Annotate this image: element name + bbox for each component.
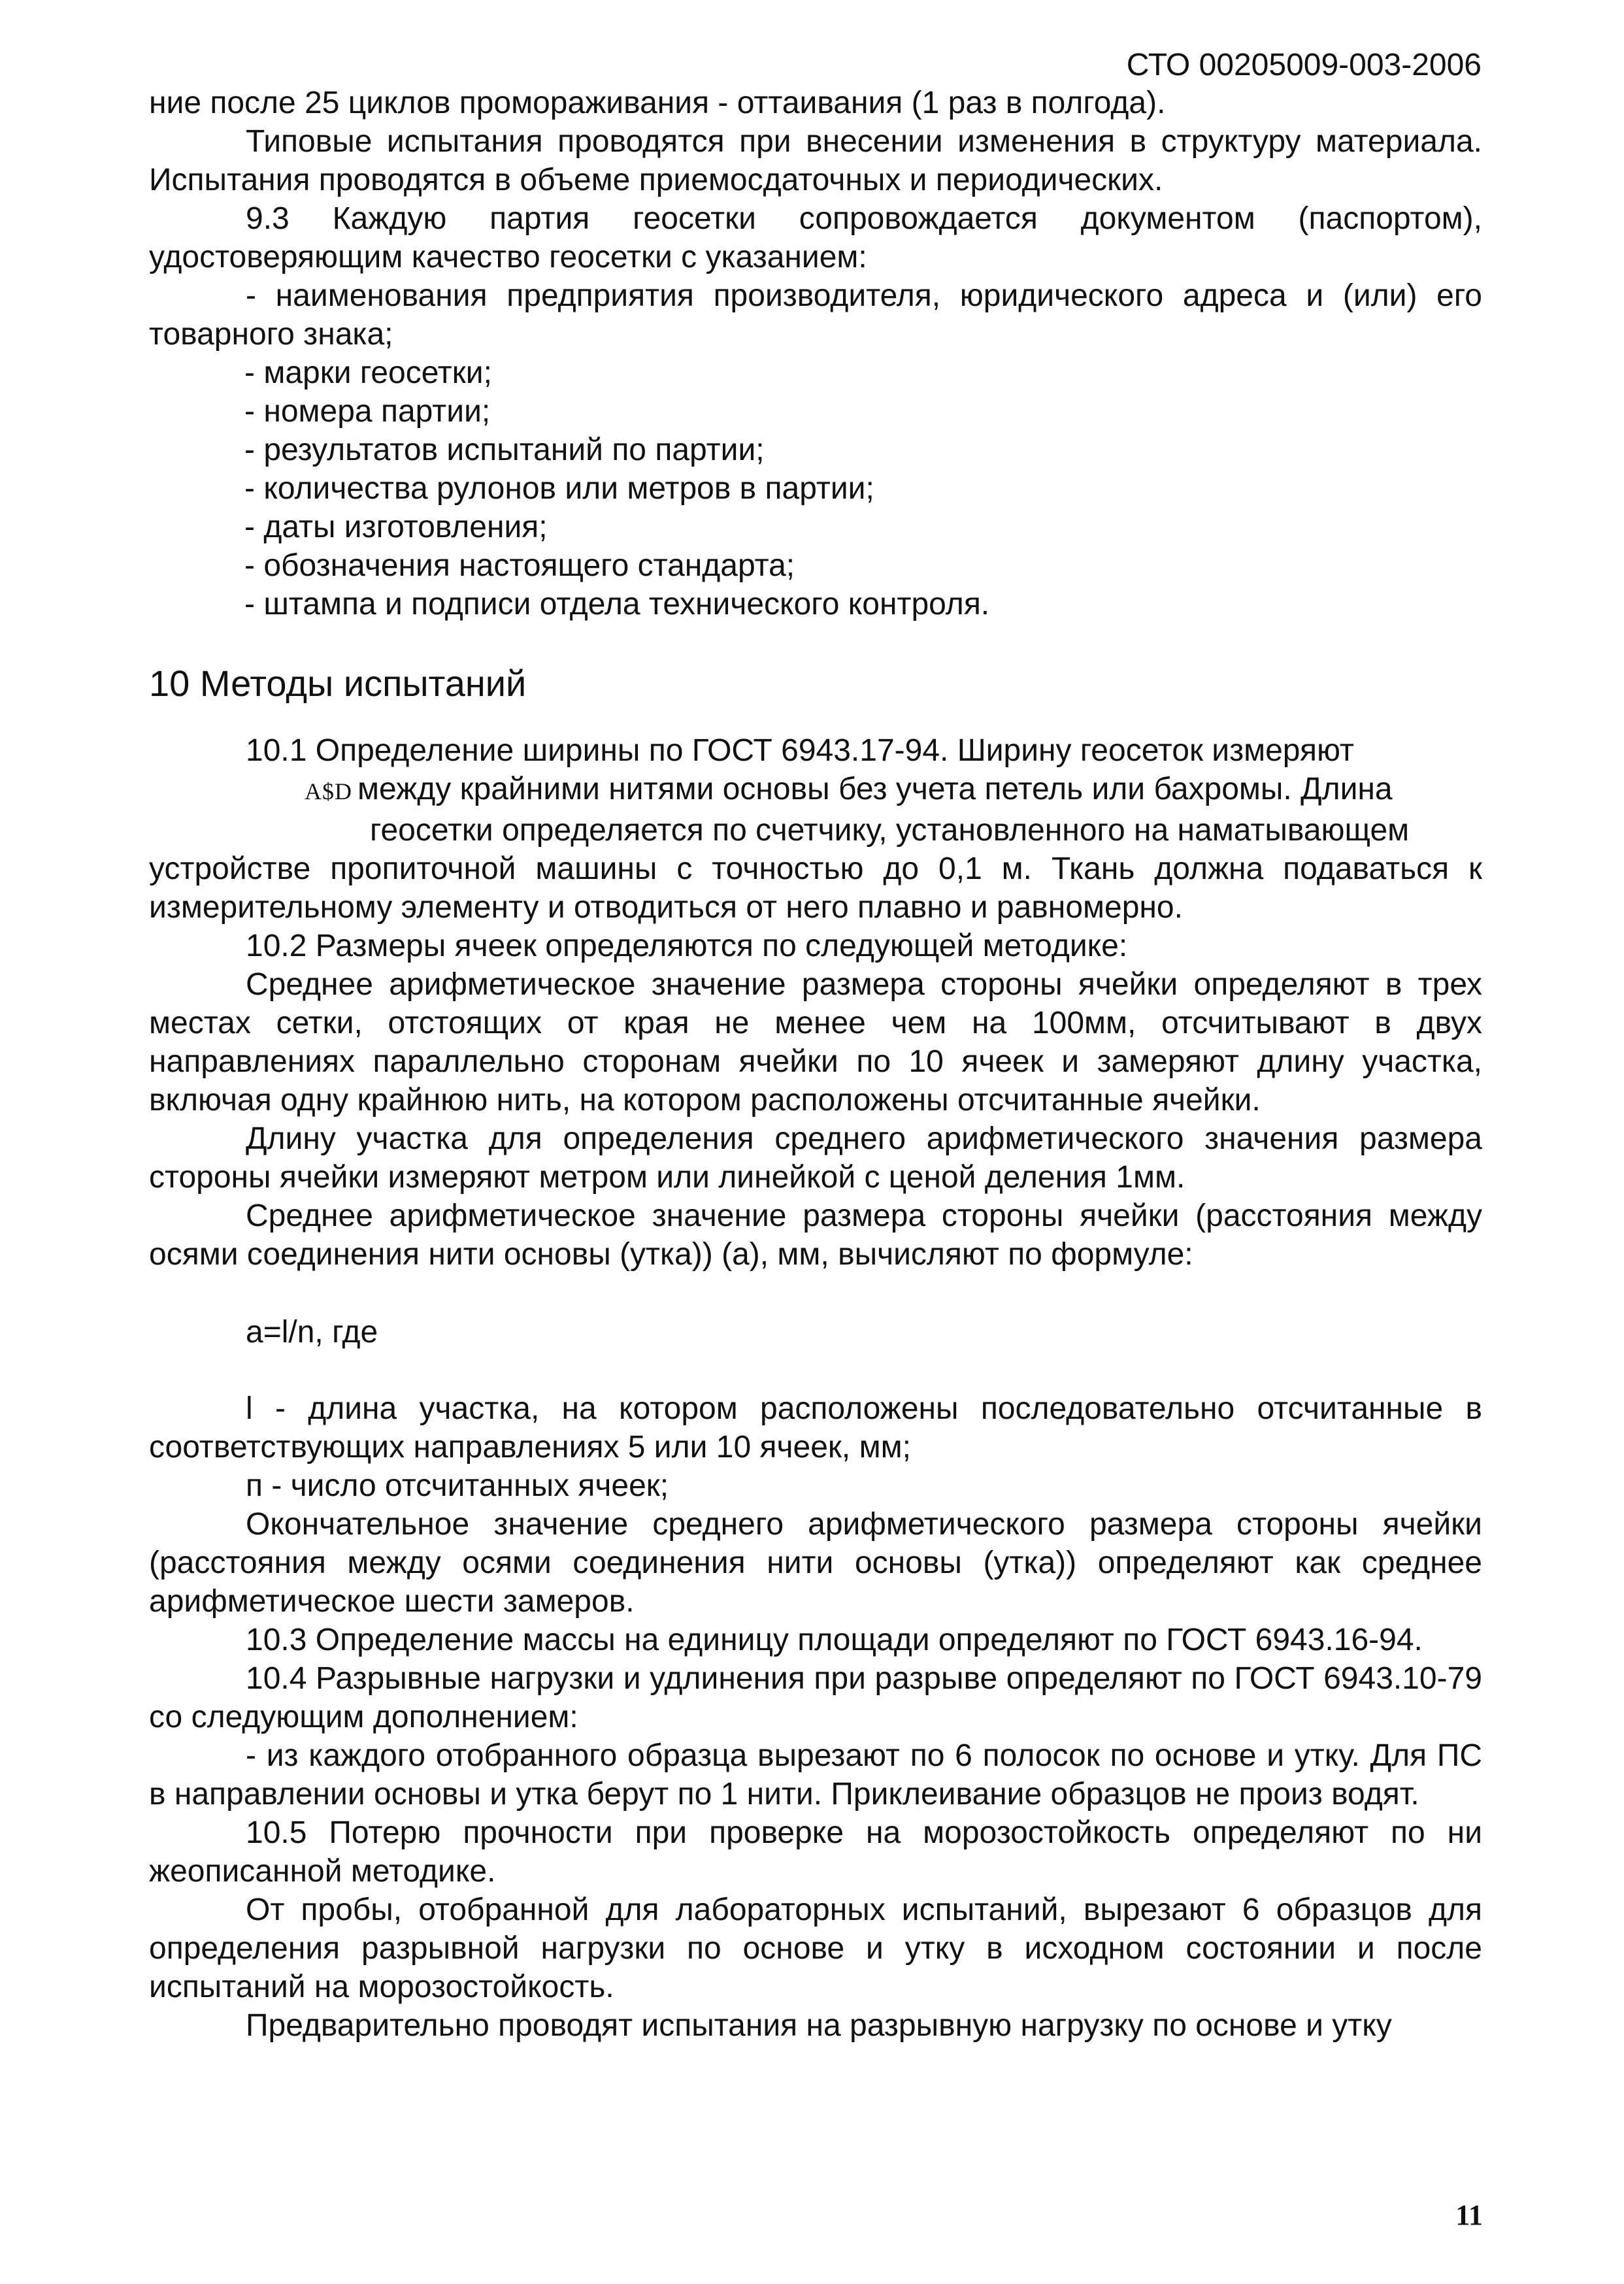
list-item-date: - даты изготовления; [244,510,548,544]
paragraph-10-2-final: Окончательное значение среднего арифметического размера стороны ячейки (расстояния между осями соединения нити основы (утка)) определяют как среднее арифметическое шести замеров. [149,1507,1482,1619]
paragraph-9-3: 9.3 Каждую партия геосетки сопровождается документом (паспортом), удостоверяющим качество геосетки с указанием: [149,201,1482,274]
paragraph-type-tests: Типовые испытания проводятся при внесении изменения в структуру материала. Испытания проводятся в объеме приемосдаточных и периодических. [149,124,1482,197]
paragraph-10-1-a: 10.1 Определение ширины по ГОСТ 6943.17-94. Ширину геосеток измеряют [246,733,1354,768]
paragraph-10-5: 10.5 Потерю прочности при проверке на морозостойкость определяют по ни жеописанной методике. [149,1815,1482,1889]
paragraph-10-2-measure: Длину участка для определения среднего арифметического значения размера стороны ячейки измеряют метром или линейкой с ценой деления 1мм. [149,1121,1482,1195]
paragraph-10-1-c-text: геосетки определяется по счетчику, установленного на наматывающем [370,813,1410,848]
paragraph-10-1-d: устройстве пропиточной машины с точностью до 0,1 м. Ткань должна подаваться к измерительному элементу и отводиться от него плавно и равномерно. [149,852,1482,925]
paragraph-continuation: ние после 25 циклов промораживания - оттаивания (1 раз в полгода). [149,86,1166,120]
list-item-brand: - марки геосетки; [244,356,492,390]
paragraph-10-5-samples: От пробы, отобранной для лабораторных испытаний, вырезают 6 образцов для определения разрывной нагрузки по основе и утку в исходном состоянии и после испытаний на морозостойкость. [149,1893,1482,2004]
list-item-stamp: - штампа и подписи отдела технического контроля. [244,587,990,621]
paragraph-10-1-b-text: между крайними нитями основы без учета петель или бахромы. Длина [357,772,1393,806]
paragraph-10-2-average: Среднее арифметическое значение размера стороны ячейки (расстояния между осями соединения нити основы (утка)) (а), мм, вычисляют по формуле: [149,1199,1482,1272]
document-body [149,84,1482,2045]
formula: a=l/n, где [246,1315,378,1349]
paragraph-10-5-preliminary: Предварительно проводят испытания на разрывную нагрузку по основе и утку [246,2008,1392,2043]
list-item-test-results: - результатов испытаний по партии; [244,433,765,467]
paragraph-10-4: 10.4 Разрывные нагрузки и удлинения при разрыве определяют по ГОСТ 6943.10-79 со следующим дополнением: [149,1661,1482,1734]
list-item-standard: - обозначения настоящего стандарта; [244,548,795,583]
list-item-quantity: - количества рулонов или метров в партии; [244,471,874,506]
stamp-mark: A$D [305,778,352,804]
paragraph-10-2: 10.2 Размеры ячеек определяются по следующей методике: [246,929,1128,963]
paragraph-10-4-addition: - из каждого отобранного образца вырезают по 6 полосок по основе и утку. Для ПС в направлении основы и утка берут по 1 нити. Приклеивание образцов не произ водят. [149,1738,1482,1812]
page-number: 11 [1455,2199,1483,2231]
formula-var-l: l - длина участка, на котором расположены последовательно отсчитанные в соответствующих направлениях 5 или 10 ячеек, мм; [149,1391,1482,1465]
section-heading: 10 Методы испытаний [149,663,527,704]
document-code-header: СТО 00205009-003-2006 [1126,48,1482,82]
paragraph-10-3: 10.3 Определение массы на единицу площади определяют по ГОСТ 6943.16-94. [246,1623,1423,1657]
paragraph-10-2-method: Среднее арифметическое значение размера стороны ячейки определяют в трех местах сетки, отстоящих от края не менее чем на 100мм, отсчитывают в двух направлениях параллельно сторонам ячейки по 10 ячеек и замеряют длину участка, включая одну крайнюю нить, на котором расположены отсчитанные ячейки. [149,967,1482,1117]
formula-var-n: п - число отсчитанных ячеек; [246,1468,669,1503]
paragraph-10-1-c [149,811,1482,850]
list-item-batch-number: - номера партии; [244,394,491,429]
list-item-manufacturer: - наименования предприятия производителя, юридического адреса и (или) его товарного знака; [149,278,1482,352]
paragraph-10-1-b [149,770,1482,811]
